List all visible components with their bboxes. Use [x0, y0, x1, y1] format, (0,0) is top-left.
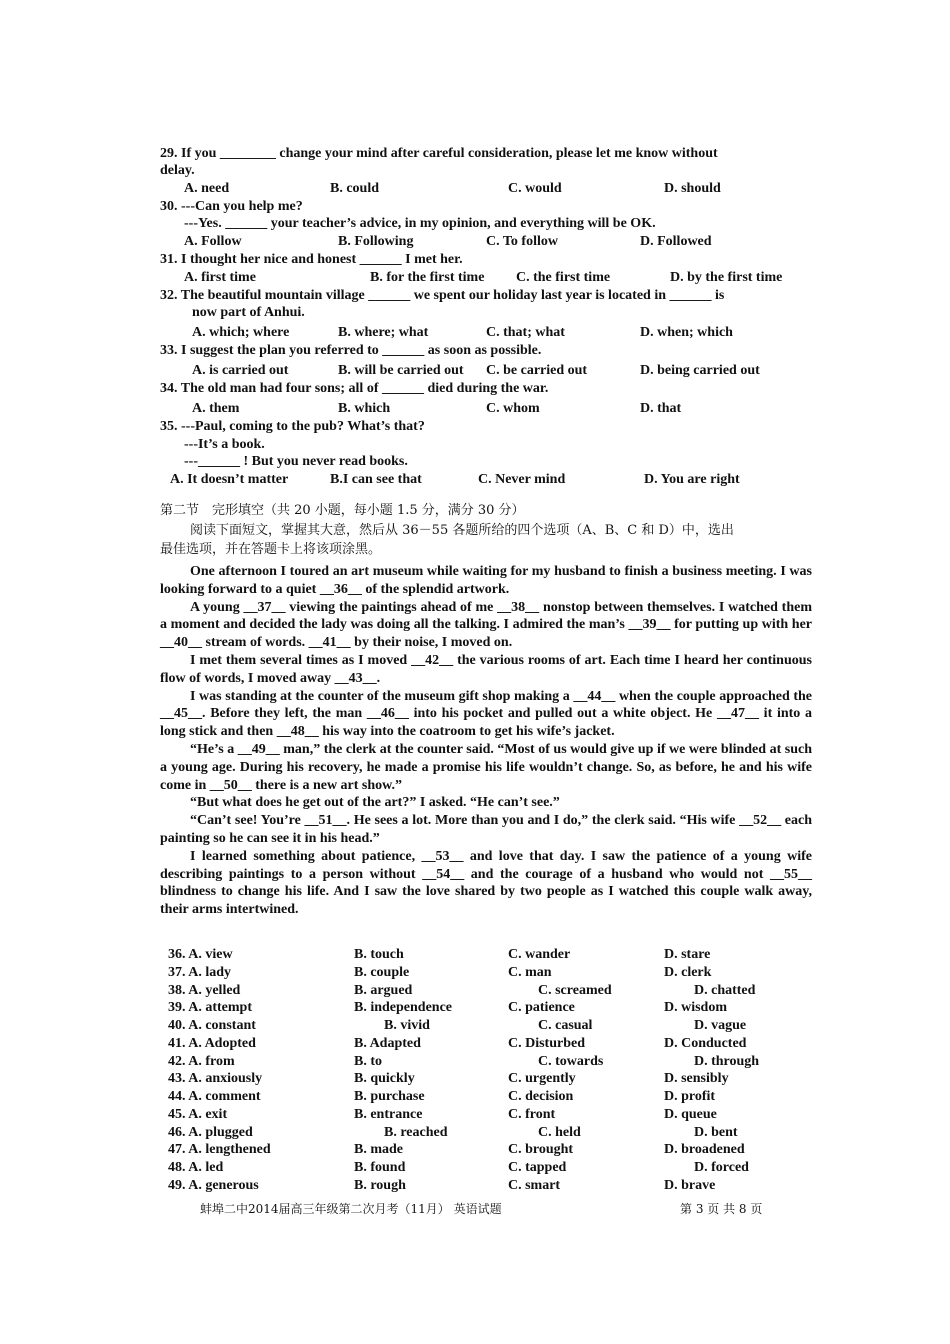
option-b: B. to: [354, 1053, 382, 1069]
question-35-stem-line2: ---It’s a book.: [184, 437, 265, 452]
option-row-number-a: 40. A. constant: [168, 1018, 256, 1033]
option-d: D. profit: [664, 1089, 716, 1104]
question-32-stem: 32. The beautiful mountain village ______ we spent our holiday last year is located in ______ is: [160, 288, 725, 303]
option-row-number-a: 36. A. view: [168, 947, 233, 962]
q34-option-d: D. that: [640, 401, 682, 416]
option-d: D. wisdom: [664, 1000, 728, 1016]
passage-paragraph-7: “Can’t see! You’re __51__. He sees a lot. More than you and I do,” the clerk said. “His wife __52__ each painting so he can see it in his head.”: [160, 813, 812, 846]
q30-option-b: B. Following: [338, 234, 414, 249]
option-d: D. bent: [694, 1124, 738, 1140]
section-instruction-line2: 最佳选项，并在答题卡上将该项涂黑。: [160, 542, 382, 557]
q30-option-a: A. Follow: [184, 234, 242, 249]
option-row-number-a: 37. A. lady: [168, 964, 232, 980]
option-b: B. Adapted: [354, 1035, 421, 1051]
option-row-number-a: 43. A. anxiously: [168, 1071, 263, 1087]
option-b: B. reached: [384, 1124, 448, 1140]
passage-paragraph-1: One afternoon I toured an art museum while waiting for my husband to finish a business meeting. I was looking forward to a quiet __36__ of the splendid artwork.: [160, 564, 812, 597]
q32-option-b: B. where; what: [338, 325, 429, 340]
q35-option-c: C. Never mind: [478, 472, 566, 487]
q29-option-a: A. need: [184, 181, 230, 196]
option-d: D. brave: [664, 1177, 716, 1193]
q32-option-d: D. when; which: [640, 325, 733, 340]
question-34-stem: 34. The old man had four sons; all of ______ died during the war.: [160, 381, 549, 396]
passage-paragraph-5: “He’s a __49__ man,” the clerk at the counter said. “Most of us would give up if we were blinded at such a young age. During his recovery, he made a promise his life wouldn’t change. So, as before, he and his wife come in __50__ there is a new art show.”: [160, 741, 812, 793]
option-row-number-a: 47. A. lengthened: [168, 1142, 271, 1158]
option-row-number-a: 44. A. comment: [168, 1089, 261, 1104]
cloze-passage: [160, 563, 812, 919]
option-c: C. man: [508, 964, 552, 980]
option-row-number-a: 42. A. from: [168, 1053, 235, 1069]
option-c: C. screamed: [538, 982, 612, 998]
question-31-stem: 31. I thought her nice and honest ______ I met her.: [160, 252, 463, 267]
option-b: B. entrance: [354, 1106, 423, 1122]
option-c: C. front: [508, 1106, 556, 1122]
q32-option-c: C. that; what: [486, 325, 565, 340]
option-d: D. stare: [664, 947, 711, 962]
question-35-stem-line3: ---______ ! But you never read books.: [184, 454, 408, 469]
option-d: D. through: [694, 1053, 760, 1069]
page-footer-title: 蚌埠二中2014届高三年级第二次月考（11月） 英语试题: [200, 1202, 502, 1216]
option-b: B. purchase: [354, 1089, 425, 1104]
option-b: B. made: [354, 1142, 403, 1158]
q31-option-d: D. by the first time: [670, 270, 783, 285]
question-29-stem: 29. If you ________ change your mind after careful consideration, please let me know without: [160, 146, 718, 161]
q33-option-c: C. be carried out: [486, 363, 588, 378]
q31-option-c: C. the first time: [516, 270, 611, 285]
q29-option-c: C. would: [508, 181, 562, 196]
option-b: B. quickly: [354, 1071, 415, 1087]
option-c: C. wander: [508, 947, 571, 962]
passage-paragraph-2: A young __37__ viewing the paintings ahead of me __38__ nonstop between themselves. I watched them a moment and decided the lady was doing all the talking. I admired the man’s __39__ for putting up with her __40__ stream of words. __41__ by their noise, I moved on.: [160, 599, 812, 651]
option-row-number-a: 45. A. exit: [168, 1106, 228, 1122]
q34-option-b: B. which: [338, 401, 391, 416]
q31-option-a: A. first time: [184, 270, 256, 285]
option-b: B. touch: [354, 947, 404, 962]
q29-option-d: D. should: [664, 181, 721, 196]
option-c: C. tapped: [508, 1160, 567, 1175]
option-c: C. casual: [538, 1018, 593, 1033]
question-33-stem: 33. I suggest the plan you referred to ______ as soon as possible.: [160, 343, 542, 358]
question-29-stem-cont: delay.: [160, 163, 195, 178]
question-30-stem-cont: ---Yes. ______ your teacher’s advice, in my opinion, and everything will be OK.: [184, 216, 656, 231]
option-d: D. queue: [664, 1106, 717, 1122]
passage-paragraph-3: I met them several times as I moved __42__ the various rooms of art. Each time I heard her continuous flow of words, I moved away __43__.: [160, 652, 812, 686]
option-c: C. urgently: [508, 1071, 576, 1087]
option-c: C. Disturbed: [508, 1035, 586, 1051]
q29-option-b: B. could: [330, 181, 380, 196]
q31-option-b: B. for the first time: [370, 270, 485, 285]
option-d: D. sensibly: [664, 1071, 729, 1087]
q33-option-b: B. will be carried out: [338, 363, 464, 378]
q33-option-a: A. is carried out: [192, 363, 289, 378]
option-row-number-a: 48. A. led: [168, 1160, 224, 1175]
option-b: B. couple: [354, 964, 410, 980]
q34-option-a: A. them: [192, 401, 240, 416]
option-c: C. towards: [538, 1053, 604, 1069]
option-d: D. Conducted: [664, 1035, 747, 1051]
option-d: D. clerk: [664, 964, 712, 980]
option-b: B. found: [354, 1160, 406, 1175]
option-row-number-a: 41. A. Adopted: [168, 1035, 256, 1051]
section-title: 第二节 完形填空（共 20 小题，每小题 1.5 分，满分 30 分）: [160, 503, 525, 518]
option-d: D. broadened: [664, 1142, 745, 1158]
option-b: B. argued: [354, 982, 413, 998]
option-c: C. patience: [508, 1000, 575, 1016]
option-d: D. chatted: [694, 982, 756, 998]
option-c: C. brought: [508, 1142, 574, 1158]
q32-option-a: A. which; where: [192, 325, 290, 340]
option-row-number-a: 46. A. plugged: [168, 1124, 253, 1140]
passage-paragraph-8: I learned something about patience, __53__ and love that day. I saw the patience of a young wife describing paintings to a person without __54__ and the courage of a husband who would not __55__ blindness to change his life. And I saw the love shared by two people as I watched this couple walk away, their arms intertwined.: [160, 848, 812, 918]
q34-option-c: C. whom: [486, 401, 540, 416]
q35-option-a: A. It doesn’t matter: [170, 472, 289, 487]
option-b: B. independence: [354, 1000, 453, 1016]
option-c: C. smart: [508, 1177, 561, 1193]
option-row-number-a: 39. A. attempt: [168, 1000, 252, 1016]
question-35-stem: 35. ---Paul, coming to the pub? What’s that?: [160, 419, 425, 434]
page-footer-number: 第 3 页 共 8 页: [680, 1202, 763, 1216]
q30-option-d: D. Followed: [640, 234, 712, 249]
q33-option-d: D. being carried out: [640, 363, 760, 378]
q35-option-d: D. You are right: [644, 472, 740, 487]
option-d: D. forced: [694, 1160, 749, 1175]
option-c: C. decision: [508, 1089, 574, 1104]
option-row-number-a: 38. A. yelled: [168, 982, 241, 998]
option-d: D. vague: [694, 1018, 747, 1033]
q30-option-c: C. To follow: [486, 234, 558, 249]
option-b: B. rough: [354, 1177, 406, 1193]
section-instruction-line1: 阅读下面短文，掌握其大意，然后从 36－55 各题所给的四个选项（A、B、C 和 D）中，选出: [190, 523, 734, 538]
passage-paragraph-6: “But what does he get out of the art?” I asked. “He can’t see.”: [190, 795, 560, 811]
option-row-number-a: 49. A. generous: [168, 1177, 259, 1193]
option-b: B. vivid: [384, 1018, 430, 1033]
q35-option-b: B.I can see that: [330, 472, 422, 487]
passage-paragraph-4: I was standing at the counter of the museum gift shop making a __44__ when the couple approached the __45__. Before they left, the man __46__ into his pocket and pulled out a white object. He __47__ it into a long stick and then __48__ his way into the coatroom to get his wife’s jacket.: [160, 688, 812, 740]
option-c: C. held: [538, 1124, 581, 1140]
question-32-stem-cont: now part of Anhui.: [192, 305, 305, 320]
question-30-stem: 30. ---Can you help me?: [160, 199, 303, 214]
